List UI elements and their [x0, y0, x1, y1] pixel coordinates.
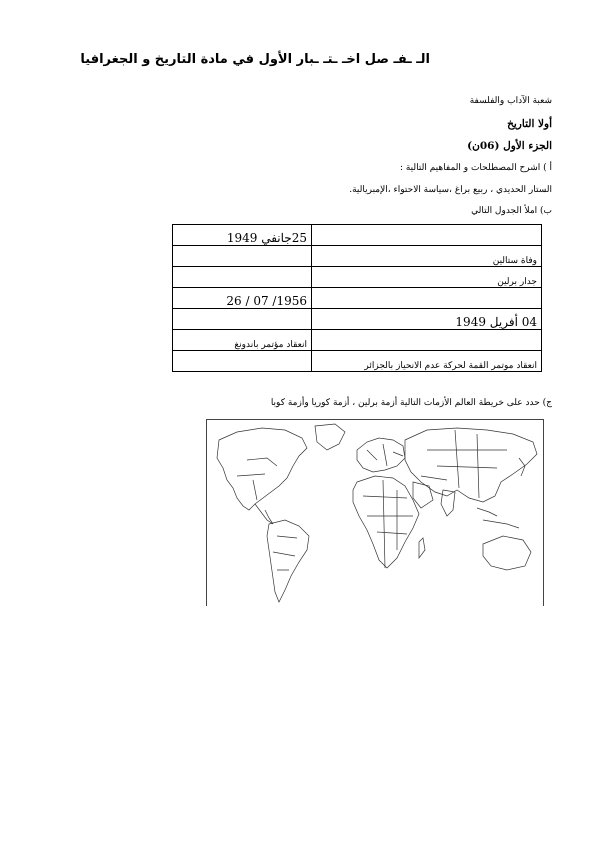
table-cell: وفاة ستالين	[312, 246, 542, 267]
table-cell	[312, 225, 542, 246]
terms-list: الستار الحديدي ، ربيع براغ ،سياسة الاحتواء ،الإمبريالية.	[349, 185, 552, 195]
table-cell: 04 أفريل 1949	[312, 309, 542, 330]
branch-label: شعبة الآداب والفلسفة	[469, 96, 552, 106]
table-row	[173, 288, 542, 309]
table-cell: 25جانفي 1949	[173, 225, 312, 246]
table-row	[173, 330, 542, 351]
table-row	[173, 225, 542, 246]
table-cell	[173, 246, 312, 267]
table-cell: انعقاد مؤتمر باندونغ	[173, 330, 312, 351]
table-cell	[312, 288, 542, 309]
table-cell	[173, 267, 312, 288]
table-cell	[312, 330, 542, 351]
world-map	[206, 419, 544, 606]
table-cell: انعقاد موتمر القمة لحركة عدم الانحياز بالجزائر	[312, 351, 542, 372]
table-row	[173, 309, 542, 330]
table-row	[173, 351, 542, 372]
events-table	[172, 224, 542, 372]
table-cell: جدار برلين	[312, 267, 542, 288]
table-cell	[173, 351, 312, 372]
question-c: ج) حدد على خريطة العالم الأزمات التالية أزمة برلين ، أزمة كوريا وأزمة كوبا	[270, 398, 552, 408]
question-a: أ ) اشرح المصطلحات و المفاهيم التالية :	[399, 163, 552, 173]
table-cell	[173, 309, 312, 330]
table-cell: 1956/ 07 / 26	[173, 288, 312, 309]
world-map-outline	[207, 420, 543, 606]
page-title: الـ ـفـ صل اخـ ـتـ ـبار الأول في مادة التاريخ و الجغرافيا	[80, 52, 430, 67]
table-row	[173, 267, 542, 288]
part-heading: الجزء الأول (06ن)	[467, 140, 552, 152]
section-heading: أولا التاريخ	[507, 118, 552, 130]
table-row	[173, 246, 542, 267]
question-b: ب) املأ الجدول التالي	[471, 206, 552, 216]
